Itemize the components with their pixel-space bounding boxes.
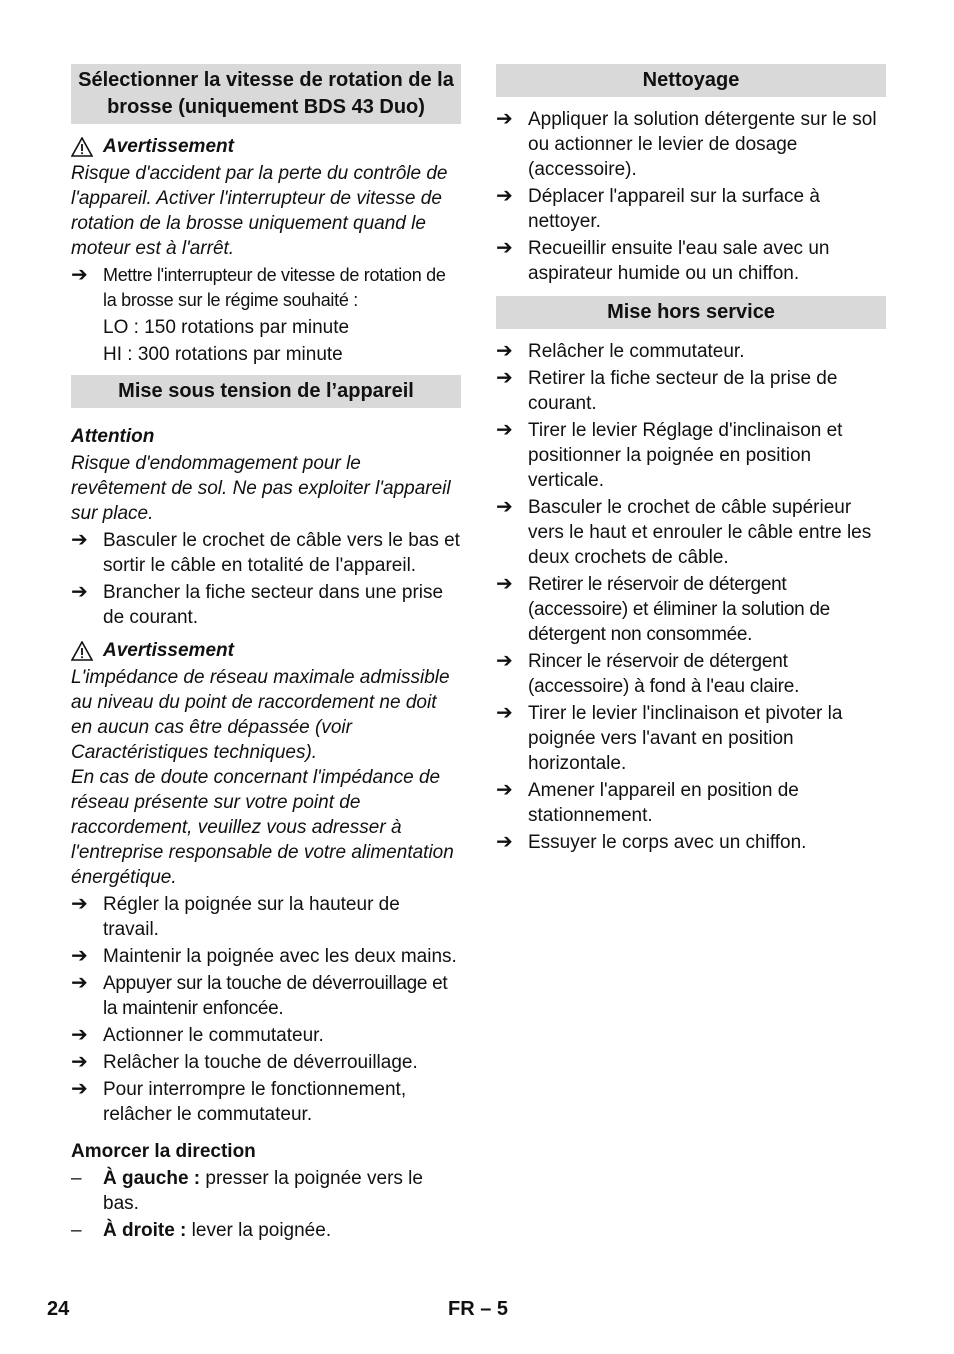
section-title-brush-speed: Sélectionner la vitesse de rotation de la brosse (uniquement BDS 43 Duo) xyxy=(71,64,461,124)
arrow-icon: ➔ xyxy=(496,650,513,672)
warning-heading-1 xyxy=(71,134,461,159)
direction-label-right: À droite : xyxy=(103,1220,187,1241)
list-item xyxy=(496,830,886,855)
arrow-icon: ➔ xyxy=(71,264,88,286)
step-text: Régler la poignée sur la hauteur de travail. xyxy=(103,894,400,940)
step-text: Relâcher le commutateur. xyxy=(528,341,745,362)
arrow-icon: ➔ xyxy=(71,1024,88,1046)
warning-label: Avertissement xyxy=(103,136,234,157)
list-item xyxy=(71,1166,461,1216)
page-number: 24 xyxy=(47,1298,70,1320)
arrow-icon: ➔ xyxy=(496,340,513,362)
left-column xyxy=(71,64,461,1243)
list-item xyxy=(496,418,886,493)
section-title-power-on: Mise sous tension de l’appareil xyxy=(71,375,461,408)
step-text: Relâcher la touche de déverrouillage. xyxy=(103,1052,418,1073)
dash-bullet: – xyxy=(71,1220,82,1241)
section-title-shutdown: Mise hors service xyxy=(496,296,886,329)
warning-triangle-icon xyxy=(71,641,93,661)
list-item xyxy=(71,1077,461,1127)
list-item xyxy=(496,184,886,234)
step-text: Appliquer la solution détergente sur le sol ou actionner le levier de dosage (accessoire). xyxy=(528,109,877,180)
steps-list-d xyxy=(496,339,886,855)
warning-label: Avertissement xyxy=(103,640,234,661)
arrow-icon: ➔ xyxy=(496,831,513,853)
step-text: Actionner le commutateur. xyxy=(103,1025,324,1046)
section-title-cleaning: Nettoyage xyxy=(496,64,886,97)
list-item xyxy=(71,944,461,969)
step-text: Déplacer l'appareil sur la surface à nettoyer. xyxy=(528,186,820,232)
warning-text-2a: L'impédance de réseau maximale admissible au niveau du point de raccordement ne doit en aucun cas être dépassée (voir Caractéristiques techniques). xyxy=(71,667,450,763)
step-text: Pour interrompre le fonctionnement, relâcher le commutateur. xyxy=(103,1079,407,1125)
arrow-icon: ➔ xyxy=(496,702,513,724)
speed-lo: LO : 150 rotations par minute xyxy=(103,317,350,338)
section-page-label: FR – 5 xyxy=(448,1298,509,1320)
list-item xyxy=(496,236,886,286)
list-item xyxy=(71,580,461,630)
arrow-icon: ➔ xyxy=(496,367,513,389)
step-text: Tirer le levier l'inclinaison et pivoter la poignée vers l'avant en position horizontale. xyxy=(528,703,843,774)
list-item xyxy=(496,495,886,570)
list-item xyxy=(496,701,886,776)
arrow-icon: ➔ xyxy=(71,1078,88,1100)
arrow-icon: ➔ xyxy=(71,1051,88,1073)
list-item xyxy=(496,778,886,828)
arrow-icon: ➔ xyxy=(496,496,513,518)
list-item xyxy=(71,1050,461,1075)
steps-list-c xyxy=(496,107,886,286)
arrow-icon: ➔ xyxy=(71,529,88,551)
direction-text-left: presser la poignée vers le bas. xyxy=(103,1168,423,1214)
step-text: Amener l'appareil en position de stationnement. xyxy=(528,780,799,826)
arrow-icon: ➔ xyxy=(496,779,513,801)
step-text: Basculer le crochet de câble vers le bas et sortir le câble en totalité de l'appareil. xyxy=(103,530,460,576)
step-text: Recueillir ensuite l'eau sale avec un aspirateur humide ou un chiffon. xyxy=(528,238,830,284)
direction-text-right: lever la poignée. xyxy=(186,1220,332,1241)
list-item xyxy=(496,572,886,647)
list-item xyxy=(71,971,461,1021)
list-item xyxy=(71,263,461,313)
arrow-icon: ➔ xyxy=(496,185,513,207)
steps-list-a xyxy=(71,528,461,630)
list-item xyxy=(496,366,886,416)
warning-text-1: Risque d'accident par la perte du contrôle de l'appareil. Activer l'interrupteur de vitesse de rotation de la brosse uniquement quand le moteur est à l'arrêt. xyxy=(71,163,448,259)
arrow-icon: ➔ xyxy=(71,893,88,915)
list-item xyxy=(71,1218,461,1243)
list-item xyxy=(496,649,886,699)
step-text: Retirer le réservoir de détergent (accessoire) et éliminer la solution de détergent non consommée. xyxy=(528,574,830,645)
direction-label-left: À gauche : xyxy=(103,1168,201,1189)
step-text: Retirer la fiche secteur de la prise de courant. xyxy=(528,368,838,414)
step-text: Rincer le réservoir de détergent (accessoire) à fond à l'eau claire. xyxy=(528,651,800,697)
right-column xyxy=(496,64,886,855)
arrow-icon: ➔ xyxy=(496,419,513,441)
arrow-icon: ➔ xyxy=(496,237,513,259)
list-item xyxy=(71,528,461,578)
arrow-icon: ➔ xyxy=(71,972,88,994)
step-text: Tirer le levier Réglage d'inclinaison et positionner la poignée en position verticale. xyxy=(528,420,843,491)
attention-text: Risque d'endommagement pour le revêtement de sol. Ne pas exploiter l'appareil sur place. xyxy=(71,453,451,524)
subsection-title-steering: Amorcer la direction xyxy=(71,1141,256,1162)
speed-hi: HI : 300 rotations par minute xyxy=(103,344,343,365)
steps-list-b xyxy=(71,892,461,1127)
step-text: Brancher la fiche secteur dans une prise de courant. xyxy=(103,582,444,628)
list-item xyxy=(496,107,886,182)
step-text: Mettre l'interrupteur de vitesse de rotation de la brosse sur le régime souhaité : xyxy=(103,265,446,310)
step-text: Essuyer le corps avec un chiffon. xyxy=(528,832,807,853)
warning-triangle-icon xyxy=(71,137,93,157)
step-text: Appuyer sur la touche de déverrouillage et la maintenir enfoncée. xyxy=(103,973,448,1019)
list-item xyxy=(496,339,886,364)
arrow-icon: ➔ xyxy=(496,573,513,595)
step-text: Basculer le crochet de câble supérieur vers le haut et enrouler le câble entre les deux crochets de câble. xyxy=(528,497,872,568)
list-item xyxy=(71,1023,461,1048)
list-item xyxy=(71,892,461,942)
dash-bullet: – xyxy=(71,1168,82,1189)
arrow-icon: ➔ xyxy=(71,945,88,967)
arrow-icon: ➔ xyxy=(71,581,88,603)
attention-heading: Attention xyxy=(71,426,155,447)
warning-text-2b: En cas de doute concernant l'impédance de réseau présente sur votre point de raccordement, veuillez vous adresser à l'entreprise responsable de votre alimentation énergétique. xyxy=(71,767,454,888)
step-text: Maintenir la poignée avec les deux mains. xyxy=(103,946,457,967)
warning-heading-2 xyxy=(71,638,461,663)
arrow-icon: ➔ xyxy=(496,108,513,130)
